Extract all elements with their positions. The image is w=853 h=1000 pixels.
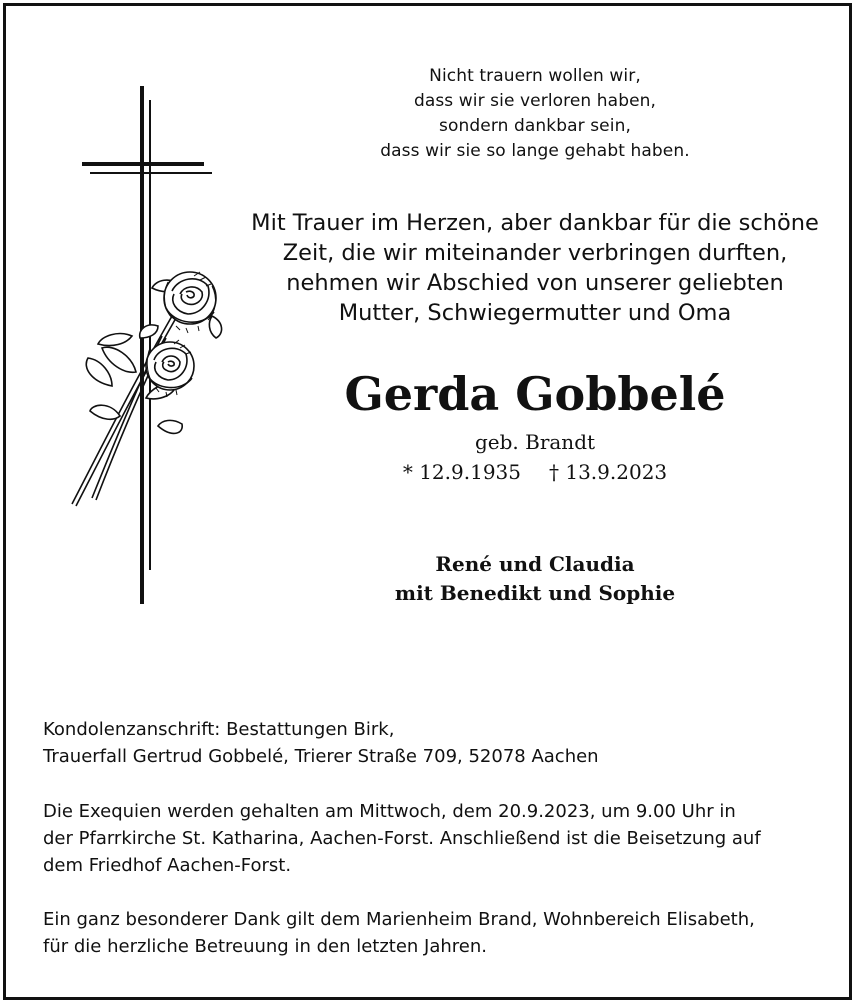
thanks-note [43,906,833,960]
maiden-name: geb. Brandt [474,430,596,454]
intro-text [240,208,830,328]
poem-line: dass wir sie so lange gehabt haben. [380,141,690,161]
poem [340,64,730,164]
deceased-name: Gerda Gobbelé [344,367,726,421]
intro-line: nehmen wir Abschied von unserer geliebten [286,270,784,296]
condolence-address [43,716,833,770]
thanks-line: für die herzliche Betreuung in den letzten Jahren. [43,936,488,957]
condolence-line: Trauerfall Gertrud Gobbelé, Trierer Straße 709, 52078 Aachen [43,746,599,767]
condolence-line: Kondolenzanschrift: Bestattungen Birk, [43,719,395,740]
roses-icon [72,272,222,506]
life-dates [330,458,740,486]
family-line: mit Benedikt und Sophie [394,581,676,605]
poem-line: sondern dankbar sein, [439,116,631,136]
intro-line: Mutter, Schwiegermutter und Oma [338,300,732,326]
family-signature [330,550,740,608]
poem-line: dass wir sie verloren haben, [413,91,657,111]
funeral-service-info [43,798,833,879]
intro-line: Zeit, die wir miteinander verbringen durften, [282,240,788,266]
thanks-line: Ein ganz besonderer Dank gilt dem Marienheim Brand, Wohnbereich Elisabeth, [43,909,755,930]
birth-date: * 12.9.1935 [402,460,521,484]
service-line: Die Exequien werden gehalten am Mittwoch, dem 20.9.2023, um 9.00 Uhr in [43,801,736,822]
cross-with-roses [62,86,232,616]
poem-line: Nicht trauern wollen wir, [429,66,641,86]
death-date: † 13.9.2023 [549,460,668,484]
intro-line: Mit Trauer im Herzen, aber dankbar für die schöne [251,210,819,236]
service-line: der Pfarrkirche St. Katharina, Aachen-Forst. Anschließend ist die Beisetzung auf [43,828,761,849]
family-line: René und Claudia [435,552,635,576]
service-line: dem Friedhof Aachen-Forst. [43,855,292,876]
